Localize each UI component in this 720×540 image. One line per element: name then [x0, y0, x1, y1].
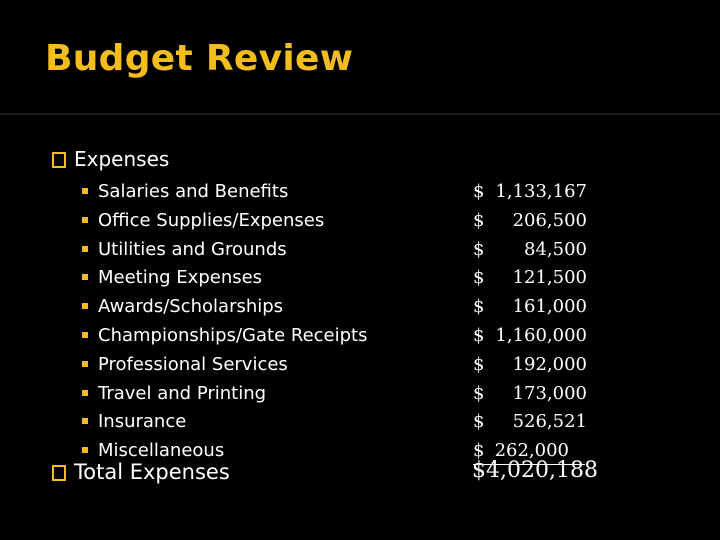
filled-square-icon	[82, 274, 88, 280]
amount-value: 1,160,000	[495, 324, 587, 346]
expense-label: Utilities and Grounds	[98, 238, 287, 260]
expense-label: Salaries and Benefits	[98, 181, 289, 202]
amount-row	[473, 236, 603, 265]
filled-square-icon	[82, 303, 88, 309]
amount-value: 121,500	[512, 267, 587, 289]
slide-title: Budget Review	[45, 38, 354, 79]
hollow-square-icon	[52, 465, 66, 481]
list-item	[82, 178, 442, 207]
currency-symbol: $	[473, 324, 485, 346]
expense-label: Championships/Gate Receipts	[98, 324, 368, 346]
amount-row	[473, 380, 603, 409]
amount-row	[473, 293, 603, 322]
expense-label: Insurance	[98, 411, 187, 433]
amount-row	[473, 264, 603, 293]
expense-label: Miscellaneous	[98, 440, 225, 462]
amount-value: 526,521	[512, 411, 587, 433]
currency-symbol: $	[473, 296, 485, 318]
expense-label: Office Supplies/Expenses	[98, 209, 325, 231]
currency-symbol: $	[473, 382, 485, 404]
currency-symbol: $	[473, 353, 485, 375]
filled-square-icon	[82, 246, 88, 252]
expenses-heading	[50, 147, 169, 171]
expense-label: Travel and Printing	[98, 382, 267, 404]
list-item	[82, 264, 442, 293]
list-item	[82, 322, 442, 351]
currency-symbol: $	[473, 238, 485, 260]
currency-symbol: $	[473, 267, 485, 289]
expense-label: Professional Services	[98, 353, 288, 375]
amount-value: 206,500	[512, 209, 587, 231]
list-item	[82, 236, 442, 265]
filled-square-icon	[82, 361, 88, 367]
title-divider	[0, 113, 720, 115]
total-expenses-label: Total Expenses	[74, 460, 230, 484]
hollow-square-icon	[52, 152, 66, 168]
amount-row	[473, 207, 603, 236]
amount-row	[473, 178, 603, 207]
list-item	[82, 380, 442, 409]
expense-item-list	[82, 178, 442, 466]
amount-value: 161,000	[512, 296, 587, 318]
expense-amount-list	[473, 178, 603, 465]
list-item	[82, 207, 442, 236]
expenses-heading-label: Expenses	[74, 147, 170, 171]
amount-value: 262,000	[494, 440, 569, 462]
expense-label: Meeting Expenses	[98, 267, 263, 289]
amount-row	[473, 351, 603, 380]
amount-value: 84,500	[524, 238, 587, 260]
amount-value: 173,000	[512, 382, 587, 404]
amount-value: 1,133,167	[495, 181, 587, 202]
list-item	[82, 293, 442, 322]
list-item	[82, 351, 442, 380]
total-expenses-row	[50, 460, 230, 484]
filled-square-icon	[82, 390, 88, 396]
filled-square-icon	[82, 418, 88, 424]
filled-square-icon	[82, 217, 88, 223]
total-expenses-value: $4,020,188	[472, 458, 598, 483]
currency-symbol: $	[473, 411, 485, 433]
currency-symbol: $	[473, 440, 485, 462]
currency-symbol: $	[473, 181, 485, 202]
filled-square-icon	[82, 447, 88, 453]
filled-square-icon	[82, 188, 88, 194]
currency-symbol: $	[473, 209, 485, 231]
filled-square-icon	[82, 332, 88, 338]
amount-row	[473, 408, 603, 437]
list-item	[82, 408, 442, 437]
expense-label: Awards/Scholarships	[98, 296, 284, 318]
amount-row	[473, 322, 603, 351]
amount-value: 192,000	[512, 353, 587, 375]
